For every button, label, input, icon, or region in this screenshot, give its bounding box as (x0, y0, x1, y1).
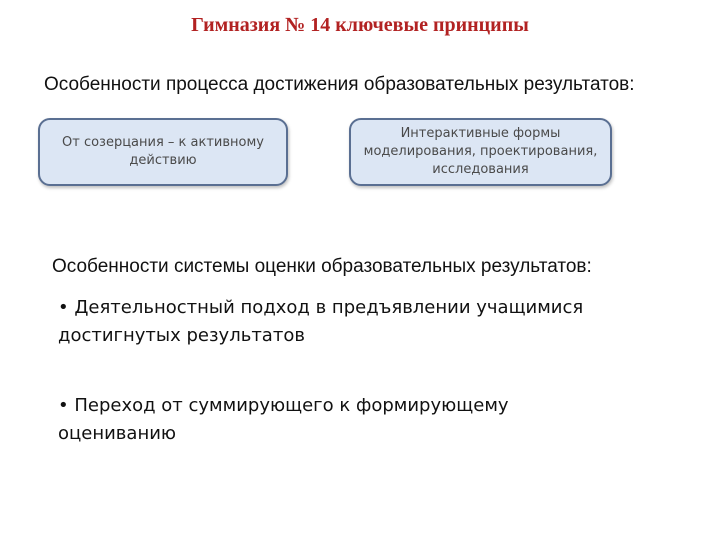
interactive-forms-box (349, 118, 612, 186)
bullet-formative-assessment: • Переход от суммирующего к формирующему оцениванию (58, 395, 509, 444)
page-title: Гимназия № 14 ключевые принципы (191, 14, 529, 36)
process-features-heading: Особенности процесса достижения образовательных результатов: (44, 74, 635, 95)
bullet-activity-approach: • Деятельностный подход в предъявлении учащимися достигнутых результатов (58, 297, 584, 346)
contemplation-to-action-box (38, 118, 288, 186)
box-label: Интерактивные формы моделирования, проектирования, исследования (363, 126, 598, 177)
box-label: От созерцания – к активному действию (62, 135, 264, 168)
assessment-features-heading: Особенности системы оценки образовательных результатов: (52, 256, 592, 277)
